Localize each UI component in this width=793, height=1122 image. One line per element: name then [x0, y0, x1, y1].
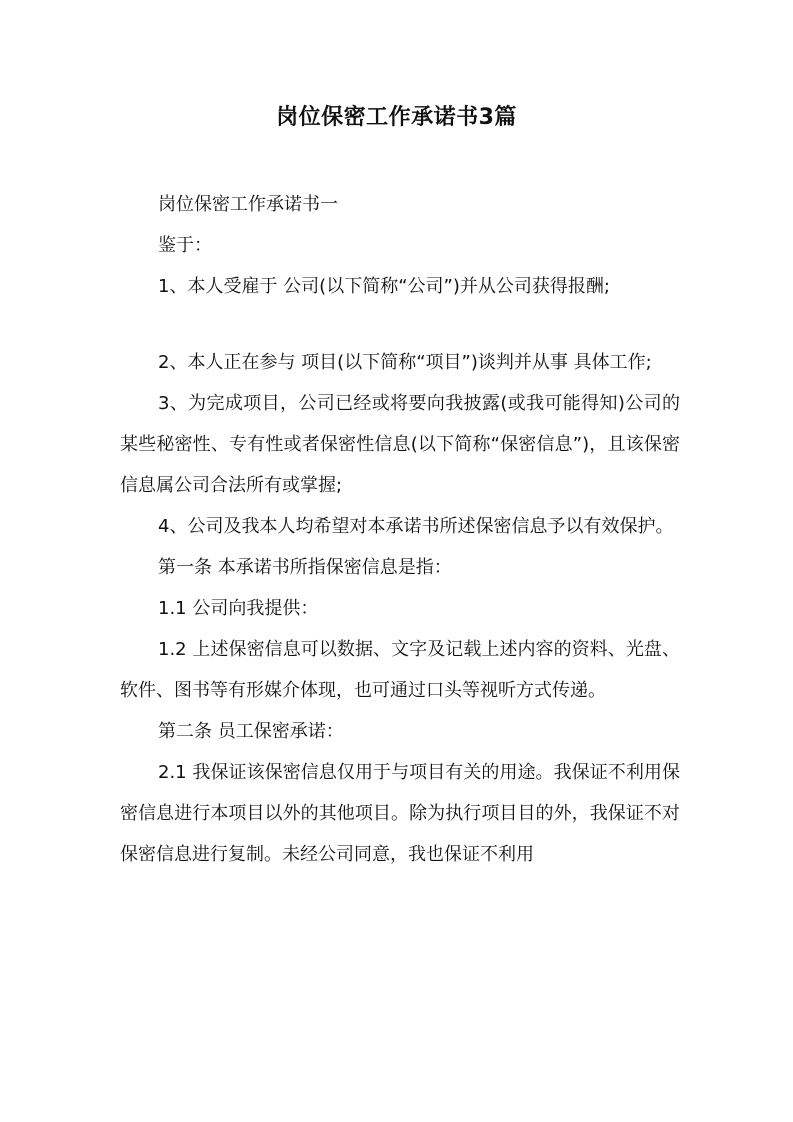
article-heading: 第一条 本承诺书所指保密信息是指：	[158, 557, 452, 578]
paragraph: 2.1 我保证该保密信息仅用于与项目有关的用途。我保证不利用保密信息进行本项目以外的其他项目。除为执行项目目的外，我保证不对保密信息进行复制。未经公司同意，我也保证不利用	[120, 762, 680, 865]
paragraph: 1、本人受雇于 公司(以下简称“公司”)并从公司获得报酬;	[158, 276, 610, 297]
paragraph: 2、本人正在参与 项目(以下简称“项目”)谈判并从事 具体工作;	[158, 352, 652, 373]
document-body	[120, 184, 680, 875]
paragraph: 鉴于：	[158, 235, 212, 256]
section-heading: 岗位保密工作承诺书一	[158, 194, 338, 215]
document-title: 岗位保密工作承诺书3篇	[276, 105, 517, 130]
article-heading: 第二条 员工保密承诺：	[158, 721, 344, 742]
paragraph: 1.2 上述保密信息可以数据、文字及记载上述内容的资料、光盘、软件、图书等有形媒介体现，也可通过口头等视听方式传递。	[120, 639, 680, 701]
paragraph: 1.1 公司向我提供：	[158, 598, 319, 619]
paragraph: 4、公司及我本人均希望对本承诺书所述保密信息予以有效保护。	[158, 516, 674, 537]
paragraph: 3、为完成项目，公司已经或将要向我披露(或我可能得知)公司的某些秘密性、专有性或者保密性信息(以下简称“保密信息”)，且该保密信息属公司合法所有或掌握;	[120, 393, 680, 496]
